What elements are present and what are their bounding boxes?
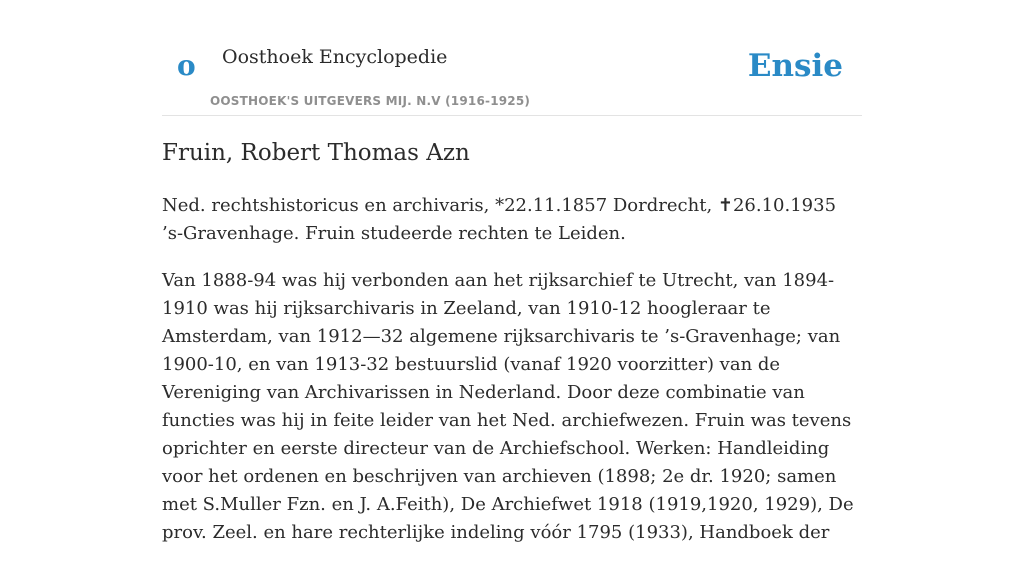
site-title-link[interactable]: Oosthoek Encyclopedie xyxy=(222,46,448,68)
site-header xyxy=(162,0,862,116)
article-paragraph: Van 1888-94 was hij verbonden aan het rijksarchief te Utrecht, van 1894-1910 was hij rijksarchivaris in Zeeland, van 1910-12 hoogleraar te Amsterdam, van 1912—32 algemene rijksarchivaris te ’s-Gravenhage; van 1900-10, en van 1913-32 bestuurslid (vanaf 1920 voorzitter) van de Vereniging van Archivarissen in Nederland. Door deze combinatie van functies was hij in feite leider van het Ned. archiefwezen. Fruin was tevens oprichter en eerste directeur van de Archiefschool. Werken: Handleiding voor het ordenen en beschrijven van archieven (1898; 2e dr. 1920; samen met S.Muller Fzn. en J. A.Feith), De Archiefwet 1918 (1919,1920, 1929), De prov. Zeel. en hare rechterlijke indeling vóór 1795 (1933), Handboek der xyxy=(162,270,854,543)
content-container xyxy=(162,0,862,543)
publisher-subtitle: OOSTHOEK'S UITGEVERS MIJ. N.V (1916-1925) xyxy=(210,94,531,108)
brand-logo-link[interactable]: Ensie xyxy=(747,48,843,84)
article-paragraph: Ned. rechtshistoricus en archivaris, *22.11.1857 Dordrecht, ✝26.10.1935 ’s-Gravenhage. Fruin studeerde rechten te Leiden. xyxy=(162,195,837,244)
logo-icon[interactable]: o xyxy=(177,49,196,82)
article-title: Fruin, Robert Thomas Azn xyxy=(162,140,470,166)
article-body xyxy=(162,192,862,566)
